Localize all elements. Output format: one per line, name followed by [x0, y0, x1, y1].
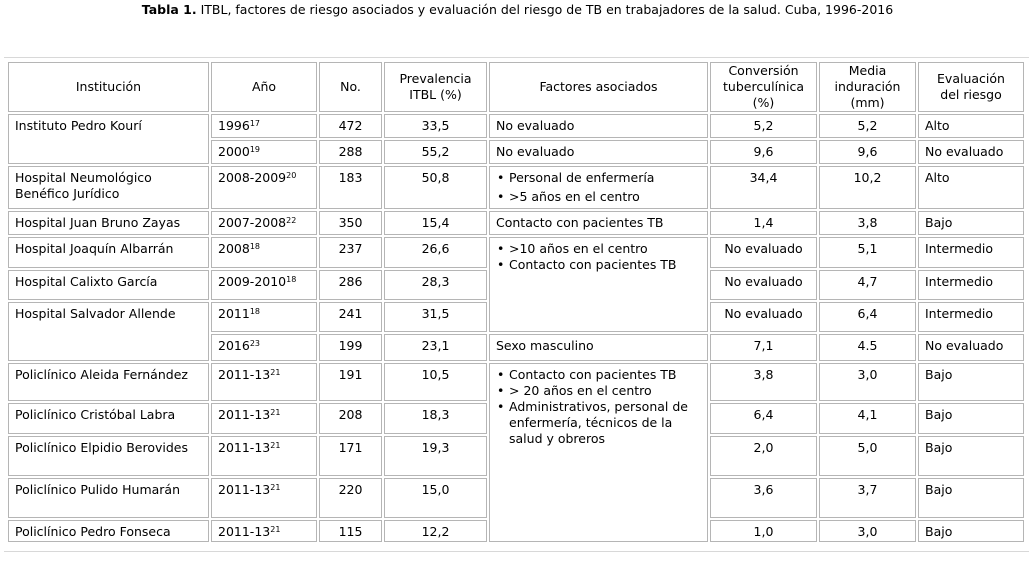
caption-label: Tabla 1.	[141, 2, 197, 17]
cell-conversion: 1,4	[710, 211, 817, 235]
list-item: • >5 años en el centro	[496, 189, 701, 205]
cell-evaluacion: Bajo	[918, 211, 1024, 235]
cell-conversion: 1,0	[710, 520, 817, 542]
cell-institucion: Hospital Salvador Allende	[8, 302, 209, 361]
cell-evaluacion: Bajo	[918, 403, 1024, 434]
cell-institucion: Hospital Joaquín Albarrán	[8, 237, 209, 268]
cell-anio: 2000$^{19}$	[211, 140, 317, 164]
cell-no: 288	[319, 140, 382, 164]
factores-list	[496, 241, 701, 273]
table-row	[8, 237, 1024, 268]
factores-list	[496, 367, 701, 447]
header-no: No.	[319, 62, 382, 112]
header-row	[8, 62, 1024, 112]
cell-evaluacion: Bajo	[918, 436, 1024, 476]
cell-no: 115	[319, 520, 382, 542]
cell-prevalencia: 15,4	[384, 211, 487, 235]
cell-evaluacion: No evaluado	[918, 334, 1024, 361]
cell-no: 286	[319, 270, 382, 300]
cell-institucion: Policlínico Pedro Fonseca	[8, 520, 209, 542]
cell-no: 241	[319, 302, 382, 332]
list-item: • > 20 años en el centro	[496, 383, 701, 399]
cell-institucion: Hospital Juan Bruno Zayas	[8, 211, 209, 235]
cell-conversion: No evaluado	[710, 270, 817, 300]
cell-conversion: 3,6	[710, 478, 817, 518]
cell-anio: $2011-13^{21}$	[211, 478, 317, 518]
factores-list	[496, 170, 701, 205]
cell-anio: 2008$^{18}$	[211, 237, 317, 268]
cell-evaluacion: Alto	[918, 114, 1024, 138]
cell-conversion: 2,0	[710, 436, 817, 476]
cell-anio: 2009-2010$^{18}$	[211, 270, 317, 300]
cell-institucion: Policlínico Cristóbal Labra	[8, 403, 209, 434]
cell-no: 183	[319, 166, 382, 209]
cell-prevalencia: 33,5	[384, 114, 487, 138]
cell-conversion: 34,4	[710, 166, 817, 209]
cell-no: 220	[319, 478, 382, 518]
cell-media: 3,0	[819, 520, 916, 542]
cell-institucion: Instituto Pedro Kourí	[8, 114, 209, 164]
cell-institucion: Policlínico Aleida Fernández	[8, 363, 209, 401]
cell-no: 208	[319, 403, 382, 434]
cell-evaluacion: Alto	[918, 166, 1024, 209]
cell-conversion: 3,8	[710, 363, 817, 401]
cell-anio: 2008-2009$^{20}$	[211, 166, 317, 209]
cell-prevalencia: 10,5	[384, 363, 487, 401]
table-row	[8, 211, 1024, 235]
cell-prevalencia: 26,6	[384, 237, 487, 268]
cell-anio: 2011$^{18}$	[211, 302, 317, 332]
cell-factores: Sexo masculino	[489, 334, 708, 361]
cell-conversion: 5,2	[710, 114, 817, 138]
list-item: • Personal de enfermería	[496, 170, 701, 186]
cell-prevalencia: 15,0	[384, 478, 487, 518]
cell-no: 171	[319, 436, 382, 476]
cell-media: 4,7	[819, 270, 916, 300]
cell-evaluacion: Bajo	[918, 363, 1024, 401]
cell-no: 199	[319, 334, 382, 361]
cell-anio: $2011-13^{21}$	[211, 403, 317, 434]
cell-factores	[489, 237, 708, 332]
cell-no: 350	[319, 211, 382, 235]
list-item: • Contacto con pacientes TB	[496, 257, 701, 273]
cell-institucion: Policlínico Pulido Humarán	[8, 478, 209, 518]
list-item: • Administrativos, personal de enfermería, técnicos de la salud y obreros	[496, 399, 701, 447]
list-item: • >10 años en el centro	[496, 241, 701, 257]
cell-no: 237	[319, 237, 382, 268]
cell-prevalencia: 55,2	[384, 140, 487, 164]
header-factores: Factores asociados	[489, 62, 708, 112]
cell-anio: $2011-13^{21}$	[211, 520, 317, 542]
table-caption	[0, 2, 1035, 18]
cell-factores: Contacto con pacientes TB	[489, 211, 708, 235]
cell-factores: No evaluado	[489, 114, 708, 138]
header-anio: Año	[211, 62, 317, 112]
table-row	[8, 114, 1024, 138]
cell-media: 10,2	[819, 166, 916, 209]
cell-institucion: Hospital Neumológico Benéfico Jurídico	[8, 166, 209, 209]
cell-prevalencia: 50,8	[384, 166, 487, 209]
cell-media: 5,0	[819, 436, 916, 476]
cell-institucion: Policlínico Elpidio Berovides	[8, 436, 209, 476]
list-item: • Contacto con pacientes TB	[496, 367, 701, 383]
header-media: Media induración (mm)	[819, 62, 916, 112]
cell-media: 5,1	[819, 237, 916, 268]
cell-media: 3,7	[819, 478, 916, 518]
cell-prevalencia: 12,2	[384, 520, 487, 542]
cell-media: 5,2	[819, 114, 916, 138]
cell-conversion: 7,1	[710, 334, 817, 361]
cell-prevalencia: 18,3	[384, 403, 487, 434]
cell-evaluacion: Bajo	[918, 478, 1024, 518]
cell-evaluacion: Bajo	[918, 520, 1024, 542]
cell-factores: No evaluado	[489, 140, 708, 164]
header-institucion: Institución	[8, 62, 209, 112]
cell-conversion: No evaluado	[710, 237, 817, 268]
cell-prevalencia: 28,3	[384, 270, 487, 300]
cell-institucion: Hospital Calixto García	[8, 270, 209, 300]
cell-factores	[489, 166, 708, 209]
cell-anio: $2011-13^{21}$	[211, 436, 317, 476]
cell-anio: 1996$^{17}$	[211, 114, 317, 138]
cell-media: 3,0	[819, 363, 916, 401]
cell-anio: 2007-2008$^{22}$	[211, 211, 317, 235]
caption-text: ITBL, factores de riesgo asociados y evaluación del riesgo de TB en trabajadores de la salud. Cuba, 1996-2016	[196, 2, 894, 17]
cell-factores	[489, 363, 708, 542]
cell-prevalencia: 31,5	[384, 302, 487, 332]
cell-anio: 2016$^{23}$	[211, 334, 317, 361]
cell-no: 472	[319, 114, 382, 138]
cell-media: 4.5	[819, 334, 916, 361]
cell-conversion: 6,4	[710, 403, 817, 434]
cell-evaluacion: No evaluado	[918, 140, 1024, 164]
cell-anio: $2011-13^{21}$	[211, 363, 317, 401]
table-row	[8, 166, 1024, 209]
cell-prevalencia: 23,1	[384, 334, 487, 361]
header-evaluacion: Evaluación del riesgo	[918, 62, 1024, 112]
data-table	[6, 60, 1026, 544]
header-conversion: Conversión tuberculínica (%)	[710, 62, 817, 112]
cell-prevalencia: 19,3	[384, 436, 487, 476]
cell-no: 191	[319, 363, 382, 401]
cell-evaluacion: Intermedio	[918, 302, 1024, 332]
cell-media: 3,8	[819, 211, 916, 235]
cell-evaluacion: Intermedio	[918, 237, 1024, 268]
cell-conversion: 9,6	[710, 140, 817, 164]
header-prevalencia: Prevalencia ITBL (%)	[384, 62, 487, 112]
table-row	[8, 363, 1024, 401]
cell-conversion: No evaluado	[710, 302, 817, 332]
cell-evaluacion: Intermedio	[918, 270, 1024, 300]
cell-media: 6,4	[819, 302, 916, 332]
cell-media: 9,6	[819, 140, 916, 164]
cell-media: 4,1	[819, 403, 916, 434]
